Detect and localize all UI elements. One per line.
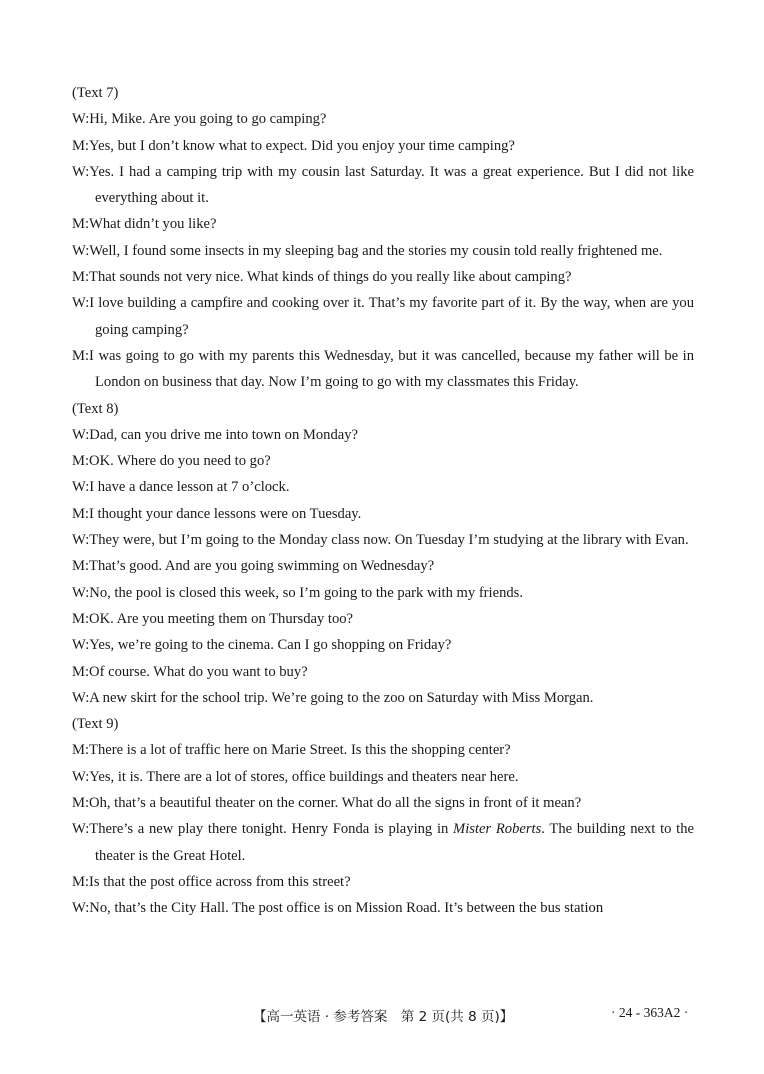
section-heading: (Text 7) [72, 85, 119, 101]
line-text: No, that’s the City Hall. The post office is on Mission Road. It’s between the bus station [89, 900, 604, 917]
speaker: M [72, 873, 85, 890]
speaker: M [72, 663, 85, 680]
dialogue-line: W:Yes, we’re going to the cinema. Can I go shopping on Friday? [72, 637, 452, 654]
dialogue-line: W:There’s a new play there tonight. Henry Fonda is playing in Mister Roberts. The building next to the theater is the Great Hotel. [72, 821, 694, 864]
speaker: M [72, 505, 85, 522]
line-text: They were, but I’m going to the Monday class now. On Tuesday I’m studying at the library with Evan. [89, 532, 689, 549]
line-text: That’s good. And are you going swimming on Wednesday? [89, 558, 435, 575]
speaker: M [72, 137, 85, 154]
line-text: Well, I found some insects in my sleeping bag and the stories my cousin told really frightened me. [89, 242, 663, 259]
footer-title: 【高一英语 · 参考答案 第 2 页(共 8 页)】 [253, 1009, 514, 1025]
line-text: I thought your dance lessons were on Tuesday. [89, 505, 362, 522]
speaker: W [72, 426, 86, 443]
line-text: What didn’t you like? [89, 216, 217, 233]
dialogue-line: M:Yes, but I don’t know what to expect. Did you enjoy your time camping? [72, 137, 515, 154]
line-text: A new skirt for the school trip. We’re going to the zoo on Saturday with Miss Morgan. [89, 689, 594, 706]
footer-code: · 24 - 363A2 · [611, 1005, 689, 1020]
dialogue-line: M:That sounds not very nice. What kinds of things do you really like about camping? [72, 269, 572, 286]
speaker: W [72, 637, 86, 654]
section-heading: (Text 8) [72, 400, 119, 417]
line-text: I love building a campfire and cooking over it. That’s my favorite part of it. By the way, when are you going camping? [89, 295, 694, 338]
dialogue-line: M:Of course. What do you want to buy? [72, 663, 308, 680]
line-text: Hi, Mike. Are you going to go camping? [89, 111, 327, 128]
line-text: Yes, we’re going to the cinema. Can I go shopping on Friday? [89, 637, 452, 654]
line-text: Dad, can you drive me into town on Monday? [89, 426, 359, 443]
line-text-after: . The building next to the theater is the Great Hotel. [95, 821, 694, 864]
line-text: Yes, it is. There are a lot of stores, office buildings and theaters near here. [89, 768, 519, 785]
line-text: I have a dance lesson at 7 o’clock. [89, 479, 290, 496]
speaker: M [72, 742, 85, 759]
speaker: M [72, 558, 85, 575]
speaker: W [72, 242, 86, 259]
dialogue-line: W:A new skirt for the school trip. We’re going to the zoo on Saturday with Miss Morgan. [72, 689, 594, 706]
play-title: Mister Roberts [453, 821, 542, 838]
line-text-before: There’s a new play there tonight. Henry Fonda is playing in [89, 821, 454, 838]
speaker: W [72, 532, 86, 549]
dialogue-line: W:They were, but I’m going to the Monday class now. On Tuesday I’m studying at the library with Evan. [72, 532, 689, 549]
dialogue-content [72, 80, 694, 922]
dialogue-line: M:OK. Are you meeting them on Thursday too? [72, 610, 354, 627]
dialogue-line: W:Yes. I had a camping trip with my cousin last Saturday. It was a great experience. But I did not like everything about it. [72, 163, 694, 207]
speaker: M [72, 795, 85, 812]
speaker: W [72, 163, 86, 180]
line-text: OK. Where do you need to go? [89, 453, 271, 470]
speaker: W [72, 689, 86, 706]
speaker: W [72, 111, 86, 128]
dialogue-line: M:I was going to go with my parents this Wednesday, but it was cancelled, because my father will be in London on business that day. Now I’m going to go with my classmates this Friday. [72, 347, 694, 391]
line-text: That sounds not very nice. What kinds of things do you really like about camping? [89, 269, 572, 286]
speaker: M [72, 347, 85, 364]
section-heading: (Text 9) [72, 716, 119, 733]
dialogue-line: W:Yes, it is. There are a lot of stores, office buildings and theaters near here. [72, 768, 519, 785]
speaker: W [72, 900, 86, 917]
speaker: M [72, 453, 85, 470]
line-text: Oh, that’s a beautiful theater on the corner. What do all the signs in front of it mean? [89, 795, 582, 812]
line-text: Yes, but I don’t know what to expect. Did you enjoy your time camping? [89, 137, 515, 154]
dialogue-line: M:Oh, that’s a beautiful theater on the corner. What do all the signs in front of it mean? [72, 795, 582, 812]
speaker: W [72, 584, 86, 601]
line-text: No, the pool is closed this week, so I’m going to the park with my friends. [89, 584, 523, 601]
speaker: W [72, 768, 86, 785]
line-text: Yes. I had a camping trip with my cousin last Saturday. It was a great experience. But I did not like everything about it. [89, 163, 694, 207]
line-text: Of course. What do you want to buy? [89, 663, 308, 680]
line-text: OK. Are you meeting them on Thursday too? [89, 610, 354, 627]
speaker: M [72, 269, 85, 286]
dialogue-line: W:I have a dance lesson at 7 o’clock. [72, 479, 290, 496]
line-text: There is a lot of traffic here on Marie Street. Is this the shopping center? [89, 742, 511, 759]
speaker: M [72, 610, 85, 627]
speaker: M [72, 216, 85, 233]
line-text: I was going to go with my parents this Wednesday, but it was cancelled, because my father will be in London on business that day. Now I’m going to go with my classmates this Friday. [89, 347, 694, 391]
speaker: W [72, 295, 86, 312]
dialogue-line: M:Is that the post office across from this street? [72, 873, 351, 890]
dialogue-line: M:What didn’t you like? [72, 216, 217, 233]
dialogue-line: M:OK. Where do you need to go? [72, 453, 271, 470]
dialogue-line: W:Well, I found some insects in my sleeping bag and the stories my cousin told really frightened me. [72, 242, 663, 259]
speaker: W [72, 821, 86, 838]
dialogue-line: W:Dad, can you drive me into town on Monday? [72, 426, 359, 443]
dialogue-line: M:I thought your dance lessons were on Tuesday. [72, 505, 362, 522]
dialogue-line: M:That’s good. And are you going swimming on Wednesday? [72, 558, 435, 575]
dialogue-line: W:I love building a campfire and cooking over it. That’s my favorite part of it. By the way, when are you going camping? [72, 295, 694, 338]
dialogue-line: W:No, that’s the City Hall. The post office is on Mission Road. It’s between the bus station [72, 900, 604, 917]
dialogue-line: W:No, the pool is closed this week, so I’m going to the park with my friends. [72, 584, 523, 601]
dialogue-line: M:There is a lot of traffic here on Marie Street. Is this the shopping center? [72, 742, 511, 759]
line-text: Is that the post office across from this street? [89, 873, 351, 890]
speaker: W [72, 479, 86, 496]
dialogue-line: W:Hi, Mike. Are you going to go camping? [72, 111, 327, 128]
